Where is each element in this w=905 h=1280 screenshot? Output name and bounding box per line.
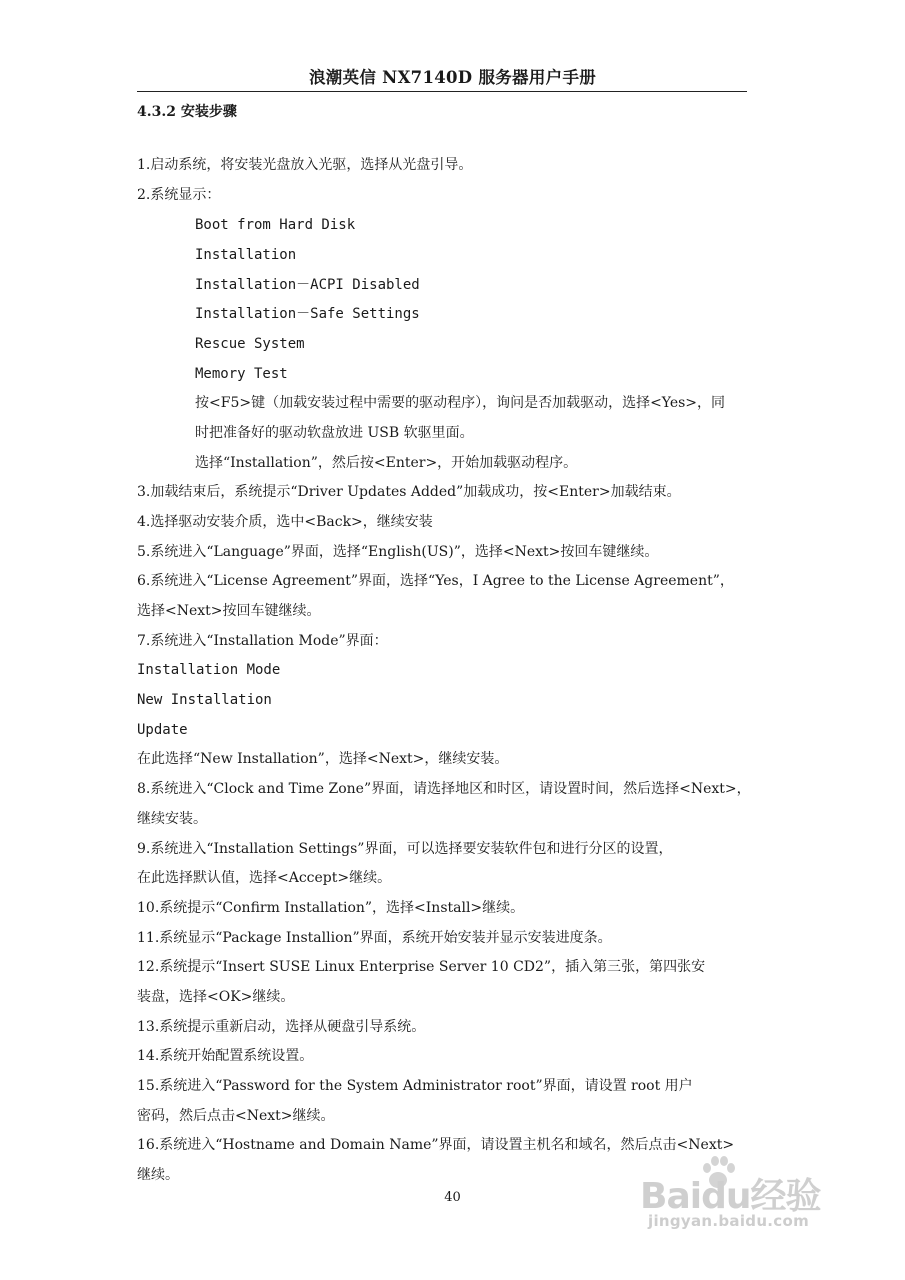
- boot-option-3: Installation－ACPI Disabled: [195, 277, 420, 293]
- step-2-note-1: 按<F5>键（加载安装过程中需要的驱动程序），询问是否加载驱动，选择<Yes>，同: [195, 395, 726, 411]
- step-16-cont: 继续。: [137, 1167, 179, 1183]
- boot-option-1: Boot from Hard Disk: [195, 217, 356, 233]
- install-mode-new: New Installation: [137, 692, 272, 708]
- section-heading: 4.3.2 安装步骤: [137, 104, 237, 120]
- boot-option-2: Installation: [195, 247, 297, 263]
- step-2-note-2: 时把准备好的驱动软盘放进 USB 软驱里面。: [195, 425, 474, 441]
- step-16: 16.系统进入“Hostname and Domain Name”界面，请设置主机名和域名，然后点击<Next>: [137, 1137, 735, 1153]
- step-3: 3.加载结束后，系统提示“Driver Updates Added”加载成功，按<Enter>加载结束。: [137, 484, 681, 500]
- step-7-note: 在此选择“New Installation”，选择<Next>，继续安装。: [137, 751, 509, 767]
- step-7: 7.系统进入“Installation Mode”界面：: [137, 633, 388, 649]
- step-15: 15.系统进入“Password for the System Administrator root”界面，请设置 root 用户: [137, 1078, 693, 1094]
- header-divider: [137, 91, 747, 92]
- step-12-cont: 装盘，选择<OK>继续。: [137, 989, 295, 1005]
- step-9-cont: 在此选择默认值，选择<Accept>继续。: [137, 870, 392, 886]
- step-12: 12.系统提示“Insert SUSE Linux Enterprise Server 10 CD2”，插入第三张，第四张安: [137, 959, 706, 975]
- step-11: 11.系统显示“Package Installion”界面，系统开始安装并显示安装进度条。: [137, 930, 612, 946]
- step-13: 13.系统提示重新启动，选择从硬盘引导系统。: [137, 1019, 426, 1035]
- install-mode-update: Update: [137, 722, 188, 738]
- step-14: 14.系统开始配置系统设置。: [137, 1048, 314, 1064]
- boot-option-5: Rescue System: [195, 336, 305, 352]
- step-15-cont: 密码，然后点击<Next>继续。: [137, 1108, 335, 1124]
- step-5: 5.系统进入“Language”界面，选择“English(US)”，选择<Next>按回车键继续。: [137, 544, 659, 560]
- step-2-note-3: 选择“Installation”，然后按<Enter>，开始加载驱动程序。: [195, 455, 578, 471]
- step-4: 4.选择驱动安装介质，选中<Back>，继续安装: [137, 514, 433, 530]
- watermark-brand: Baidu经验: [640, 1176, 821, 1217]
- step-8: 8.系统进入“Clock and Time Zone”界面，请选择地区和时区，请设置时间，然后选择<Next>，: [137, 781, 751, 797]
- step-9: 9.系统进入“Installation Settings”界面，可以选择要安装软件包和进行分区的设置，: [137, 841, 673, 857]
- boot-option-6: Memory Test: [195, 366, 288, 382]
- boot-option-4: Installation－Safe Settings: [195, 306, 420, 322]
- step-6-cont: 选择<Next>按回车键继续。: [137, 603, 321, 619]
- step-2: 2.系统显示：: [137, 187, 221, 203]
- step-10: 10.系统提示“Confirm Installation”，选择<Install>继续。: [137, 900, 525, 916]
- step-6: 6.系统进入“License Agreement”界面，选择“Yes，I Agree to the License Agreement”，: [137, 573, 734, 589]
- install-mode-title: Installation Mode: [137, 662, 281, 678]
- page-header-title: 浪潮英信 NX7140D 服务器用户手册: [308, 68, 597, 87]
- step-8-cont: 继续安装。: [137, 811, 207, 827]
- baidu-jingyan-watermark: [640, 1150, 850, 1240]
- step-1: 1.启动系统，将安装光盘放入光驱，选择从光盘引导。: [137, 157, 473, 173]
- watermark-url: jingyan.baidu.com: [648, 1212, 810, 1230]
- page-number: 40: [444, 1190, 461, 1205]
